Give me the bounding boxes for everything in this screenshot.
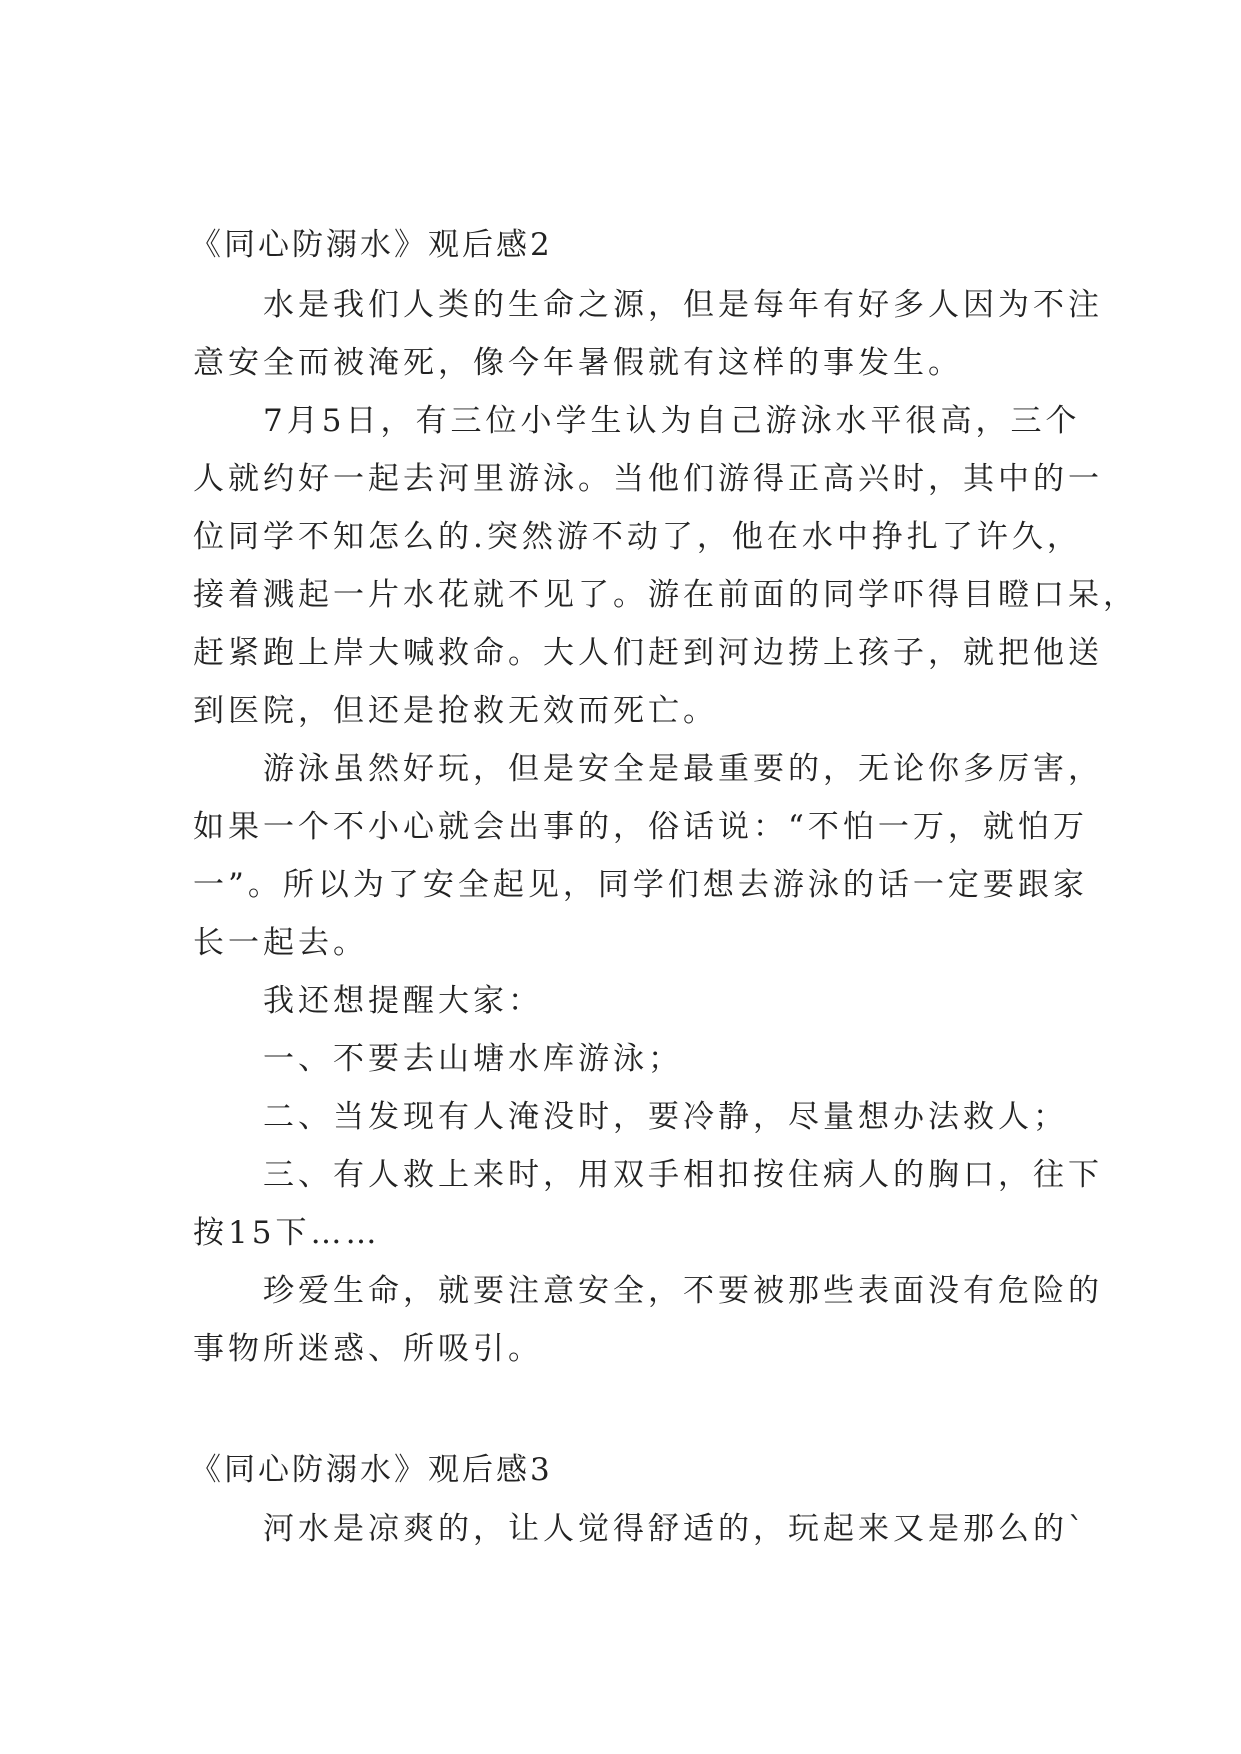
essay-3-line: 河水是凉爽的，让人觉得舒适的，玩起来又是那么的` <box>193 1511 1088 1547</box>
essay-2-line: 游泳虽然好玩，但是安全是最重要的，无论你多厉害， <box>193 751 1103 787</box>
essay-2-body <box>193 276 1138 1378</box>
essay-2-line: 一、不要去山塘水库游泳； <box>193 1041 683 1077</box>
essay-2-line: 人就约好一起去河里游泳。当他们游得正高兴时，其中的一 <box>193 461 1103 497</box>
essay-2-line: 我还想提醒大家： <box>193 983 543 1019</box>
essay-2-line: 二、当发现有人淹没时，要冷静，尽量想办法救人； <box>193 1099 1068 1135</box>
essay-2-line: 位同学不知怎么的.突然游不动了，他在水中挣扎了许久， <box>193 519 1082 555</box>
essay-2-line: 水是我们人类的生命之源，但是每年有好多人因为不注 <box>193 287 1103 323</box>
essay-2-line: 意安全而被淹死，像今年暑假就有这样的事发生。 <box>193 345 963 381</box>
essay-2-line: 一”。所以为了安全起见，同学们想去游泳的话一定要跟家 <box>193 867 1088 903</box>
essay-2-line: 赶紧跑上岸大喊救命。大人们赶到河边捞上孩子，就把他送 <box>193 635 1103 671</box>
essay-2-line: 三、有人救上来时，用双手相扣按住病人的胸口，往下 <box>193 1157 1103 1193</box>
essay-2-line: 珍爱生命，就要注意安全，不要被那些表面没有危险的 <box>193 1273 1103 1309</box>
essay-3-body <box>193 1500 1088 1558</box>
essay-2-line: 长一起去。 <box>193 925 368 961</box>
essay-2-line: 到医院，但还是抢救无效而死亡。 <box>193 693 718 729</box>
essay-2-line: 如果一个不小心就会出事的，俗话说：“不怕一万，就怕万 <box>193 809 1088 845</box>
essay-2-title: 《同心防溺水》观后感2 <box>190 227 553 263</box>
essay-2-line: 按15下…… <box>193 1215 381 1251</box>
essay-2-line: 7月5日，有三位小学生认为自己游泳水平很高，三个 <box>193 403 1081 439</box>
essay-2-line: 接着溅起一片水花就不见了。游在前面的同学吓得目瞪口呆， <box>193 577 1138 613</box>
essay-2-line: 事物所迷惑、所吸引。 <box>193 1331 543 1367</box>
essay-3-title: 《同心防溺水》观后感3 <box>190 1452 553 1488</box>
